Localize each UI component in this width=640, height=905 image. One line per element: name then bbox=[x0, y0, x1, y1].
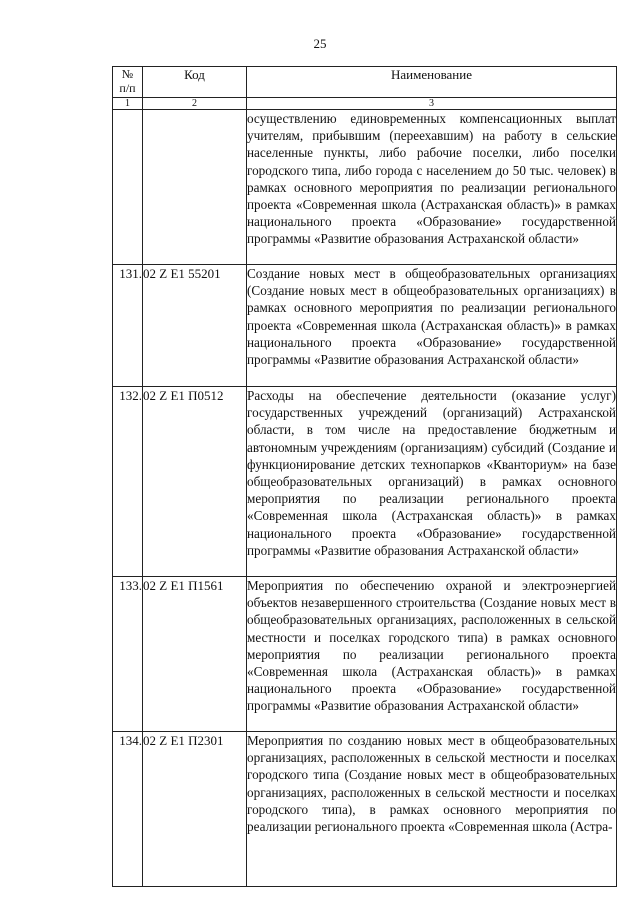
header-number: № п/п bbox=[113, 67, 143, 98]
row-code: 02 Z E1 П1561 bbox=[143, 577, 247, 732]
column-index-2: 2 bbox=[143, 98, 247, 110]
row-code bbox=[143, 110, 247, 265]
column-index-row bbox=[113, 98, 617, 110]
budget-code-table bbox=[112, 66, 617, 887]
row-code: 02 Z E1 П2301 bbox=[143, 732, 247, 887]
header-code: Код bbox=[143, 67, 247, 98]
table-row bbox=[113, 387, 617, 577]
row-name: Мероприятия по созданию новых мест в общеобразовательных организациях, расположенных в сельской местности и поселках городского типа (Создание новых мест в общеобразовательных организациях, расположенных в сельской местности и поселках городского типа), в рамках основного мероприятия по реализации регионального проекта «Современная школа (Астра- bbox=[247, 732, 617, 887]
column-index-3: 3 bbox=[247, 98, 617, 110]
row-name: Мероприятия по обеспечению охраной и электроэнергией объектов незавершенного строительства (Создание новых мест в общеобразовательных организациях, расположенных в сельской местности и поселках городского типа) в рамках основного мероприятия по реализации регионального проекта «Современная школа (Астраханская область)» в рамках национального проекта «Образование» государственной программы «Развитие образования Астраханской области» bbox=[247, 577, 617, 732]
table-row bbox=[113, 577, 617, 732]
table-header-row bbox=[113, 67, 617, 98]
table-row bbox=[113, 732, 617, 887]
row-number bbox=[113, 110, 143, 265]
row-number: 133. bbox=[113, 577, 143, 732]
table-row bbox=[113, 265, 617, 387]
row-name: Расходы на обеспечение деятельности (оказание услуг) государственных учреждений (организаций) Астраханской области, в том числе на предоставление бюджетным и автономным учреждениям (организациям) субсидий (Создание и функционирование детских технопарков «Кванториум» на базе общеобразовательных организаций) в рамках основного мероприятия по реализации регионального проекта «Современная школа (Астраханская область)» в рамках национального проекта «Образование» государственной программы «Развитие образования Астраханской области» bbox=[247, 387, 617, 577]
row-name: осуществлению единовременных компенсационных выплат учителям, прибывшим (переехавшим) на работу в сельские населенные пункты, либо рабочие поселки, либо поселки городского типа, либо города с населением до 50 тыс. человек) в рамках основного мероприятия по реализации регионального проекта «Современная школа (Астраханская область)» в рамках национального проекта «Образование» государственной программы «Развитие образования Астраханской области» bbox=[247, 110, 617, 265]
header-name: Наименование bbox=[247, 67, 617, 98]
row-code: 02 Z E1 55201 bbox=[143, 265, 247, 387]
row-number: 132. bbox=[113, 387, 143, 577]
row-name: Создание новых мест в общеобразовательных организациях (Создание новых мест в общеобразовательных организациях) в рамках основного мероприятия по реализации регионального проекта «Современная школа (Астраханская область)» в рамках национального проекта «Образование» государственной программы «Развитие образования Астраханской области» bbox=[247, 265, 617, 387]
table-row-continued bbox=[113, 110, 617, 265]
row-number: 134. bbox=[113, 732, 143, 887]
row-number: 131. bbox=[113, 265, 143, 387]
column-index-1: 1 bbox=[113, 98, 143, 110]
page-number: 25 bbox=[313, 36, 327, 51]
row-code: 02 Z E1 П0512 bbox=[143, 387, 247, 577]
